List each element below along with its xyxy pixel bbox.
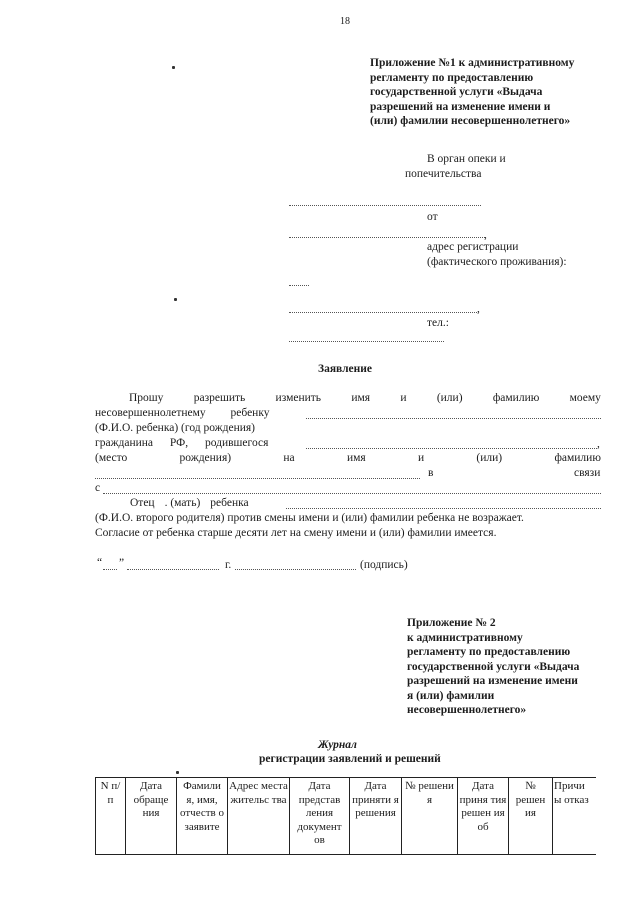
in-connection-label-2: связи xyxy=(574,467,601,479)
parent-hint: (Ф.И.О. второго родителя) против смены имени и (или) фамилии ребенка не возражает. xyxy=(95,512,524,524)
appendix-2-line: к административному xyxy=(407,631,523,644)
journal-col-header: Дата приня тия решен ия об xyxy=(458,778,509,855)
in-connection-label: в xyxy=(428,467,434,479)
date-day-line xyxy=(103,569,117,570)
appendix-2-line: несовершеннолетнего» xyxy=(407,704,527,716)
place-word: на xyxy=(283,452,295,464)
comma-mark: , xyxy=(597,438,600,450)
addressee-to-line2: попечительства xyxy=(405,168,482,180)
appendix-1-line: Приложение №1 к административному xyxy=(370,57,575,69)
parent-word: . (мать) xyxy=(164,497,201,509)
citizen-label: гражданина РФ, родившегося xyxy=(95,437,269,449)
appendix-1-line: государственной услуги «Выдача xyxy=(370,86,543,98)
journal-col-header: Дата представ ления документ ов xyxy=(290,778,350,855)
appendix-1-header xyxy=(370,56,574,129)
place-line xyxy=(95,451,601,466)
child-hint: (Ф.И.О. ребенка) (год рождения) xyxy=(95,422,256,434)
appendix-2-line: Приложение № 2 xyxy=(407,617,496,629)
journal-col-header: № решен ия xyxy=(509,778,553,855)
phone-line xyxy=(289,341,444,342)
date-quote-close: ” xyxy=(119,557,125,569)
application-title: Заявление xyxy=(318,363,373,375)
place-word: рождения) xyxy=(179,452,232,464)
appendix-2-line: разрешений на изменение имени xyxy=(407,675,578,687)
journal-col-header: Адрес места жительс тва xyxy=(228,778,290,855)
place-word: (место xyxy=(95,452,128,464)
addressee-to-line1: В орган опеки и xyxy=(427,153,506,165)
p1-word: (или) xyxy=(436,392,463,404)
journal-col-header: Дата обраще ния xyxy=(126,778,177,855)
from-name-line xyxy=(289,237,485,238)
place-word: и xyxy=(417,452,425,464)
journal-col-header: № решени я xyxy=(402,778,458,855)
p1-word: фамилию xyxy=(492,392,540,404)
new-name-line xyxy=(95,478,420,479)
page-number: 18 xyxy=(340,16,350,27)
address-line-1 xyxy=(289,285,309,286)
journal-subtitle: регистрации заявлений и решений xyxy=(259,753,441,765)
place-word: фамилию xyxy=(554,452,601,464)
p1-word: Прошу xyxy=(129,392,164,404)
consent-text: Согласие от ребенка старше десяти лет на смену имени и (или) фамилии имеется. xyxy=(95,527,497,539)
reg-address-label: адрес регистрации xyxy=(427,241,519,253)
place-word: (или) xyxy=(476,452,503,464)
p1-word: имя xyxy=(351,392,371,404)
scan-speck xyxy=(176,771,179,774)
journal-title: Журнал xyxy=(318,739,357,751)
p1-word: и xyxy=(400,392,407,404)
signature-line xyxy=(235,569,356,570)
application-paragraph-line1 xyxy=(95,391,601,406)
address-line-2 xyxy=(289,312,477,313)
journal-table xyxy=(95,777,596,855)
journal-col-header: Причи ы отказ xyxy=(553,778,596,855)
signature-label: (подпись) xyxy=(360,559,408,571)
birthplace-line xyxy=(306,448,597,449)
p1-word: изменить xyxy=(275,392,322,404)
parent-name-line xyxy=(286,508,601,509)
child-label: несовершеннолетнему ребенку xyxy=(95,407,270,419)
appendix-1-line: (или) фамилии несовершеннолетнего» xyxy=(370,115,571,127)
addressee-blank-line xyxy=(289,205,481,206)
appendix-2-line: я (или) фамилии xyxy=(407,689,495,702)
appendix-1-line: регламенту по предоставлению xyxy=(370,71,534,84)
date-quote-open: “ xyxy=(97,557,103,569)
appendix-2-header xyxy=(407,616,579,718)
journal-col-header: Фамили я, имя, отчеств о заявите xyxy=(177,778,228,855)
reason-line xyxy=(103,493,601,494)
journal-col-header: Дата приняти я решения xyxy=(350,778,402,855)
parent-word: Отец xyxy=(130,497,155,509)
actual-residence-label: (фактического проживания): xyxy=(427,256,567,268)
with-label: с xyxy=(95,482,101,494)
place-word: имя xyxy=(346,452,366,464)
scan-speck xyxy=(172,66,175,69)
child-name-line xyxy=(306,418,601,419)
parent-line xyxy=(130,496,249,511)
from-label: от xyxy=(427,211,438,223)
p1-word: моему xyxy=(569,392,601,404)
journal-col-header: N п/ п xyxy=(96,778,126,855)
p1-word: разрешить xyxy=(193,392,246,404)
date-month-line xyxy=(127,569,219,570)
appendix-2-line: государственной услуги «Выдача xyxy=(407,660,580,673)
year-suffix: г. xyxy=(225,559,232,571)
appendix-2-line: регламенту по предоставлению xyxy=(407,646,571,658)
phone-label: тел.: xyxy=(427,317,449,329)
parent-word: ребенка xyxy=(210,497,249,509)
scan-speck xyxy=(174,298,177,301)
journal-header-row xyxy=(96,778,596,855)
comma-mark: , xyxy=(477,303,480,315)
appendix-1-line: разрешений на изменение имени и xyxy=(370,100,551,113)
comma-mark: , xyxy=(484,229,487,241)
